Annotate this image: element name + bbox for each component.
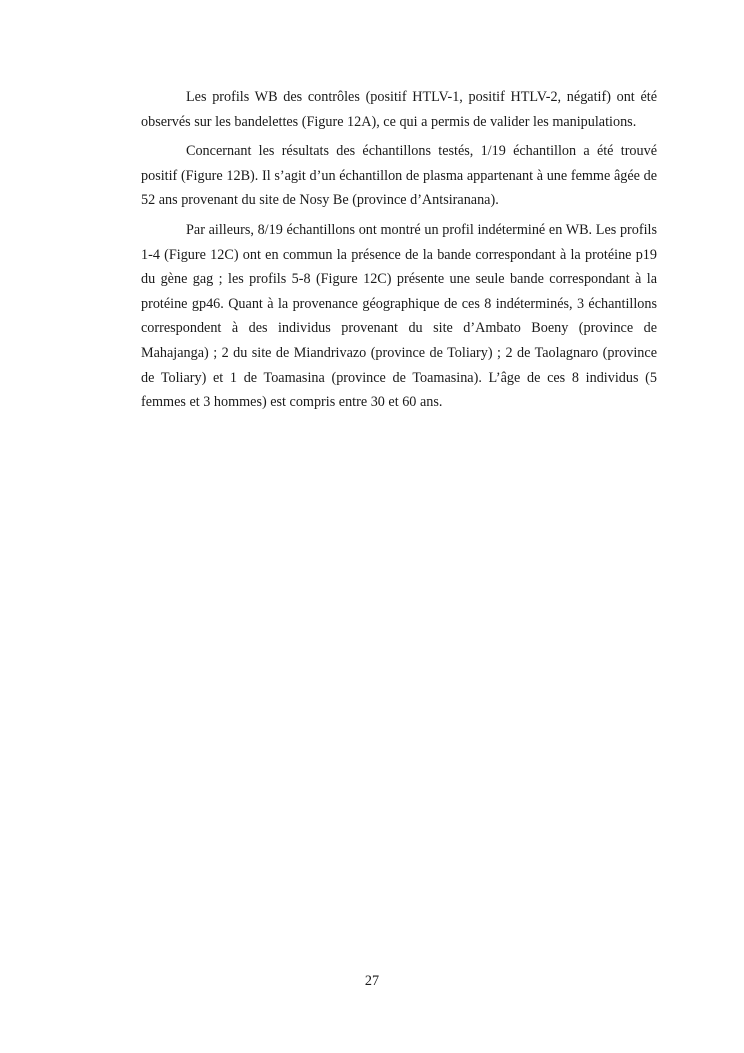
page-number: 27 bbox=[364, 973, 380, 989]
paragraph-controls: Les profils WB des contrôles (positif HTLV-1, positif HTLV-2, négatif) ont été observés sur les bandelettes (Figure 12A), ce qui a permis de valider les manipulations. bbox=[141, 89, 657, 130]
document-body bbox=[141, 85, 657, 420]
paragraph-indeterminate-results: Par ailleurs, 8/19 échantillons ont montré un profil indéterminé en WB. Les profils 1-4 (Figure 12C) ont en commun la présence de la bande correspondant à la protéine p19 du gène gag ; les profils 5-8 (Figure 12C) présente une seule bande correspondant à la protéine gp46. Quant à la provenance géographique de ces 8 indéterminés, 3 échantillons correspondent à des individus provenant du site d’Ambato Boeny (province de Mahajanga) ; 2 du site de Miandrivazo (province de Toliary) ; 2 de Taolagnaro (province de Toliary) et 1 de Toamasina (province de Toamasina). L’âge de ces 8 individus (5 femmes et 3 hommes) est compris entre 30 et 60 ans. bbox=[141, 221, 657, 411]
paragraph-positive-result: Concernant les résultats des échantillons testés, 1/19 échantillon a été trouvé positif (Figure 12B). Il s’agit d’un échantillon de plasma appartenant à une femme âgée de 52 ans provenant du site de Nosy Be (province d’Antsiranana). bbox=[141, 143, 657, 209]
